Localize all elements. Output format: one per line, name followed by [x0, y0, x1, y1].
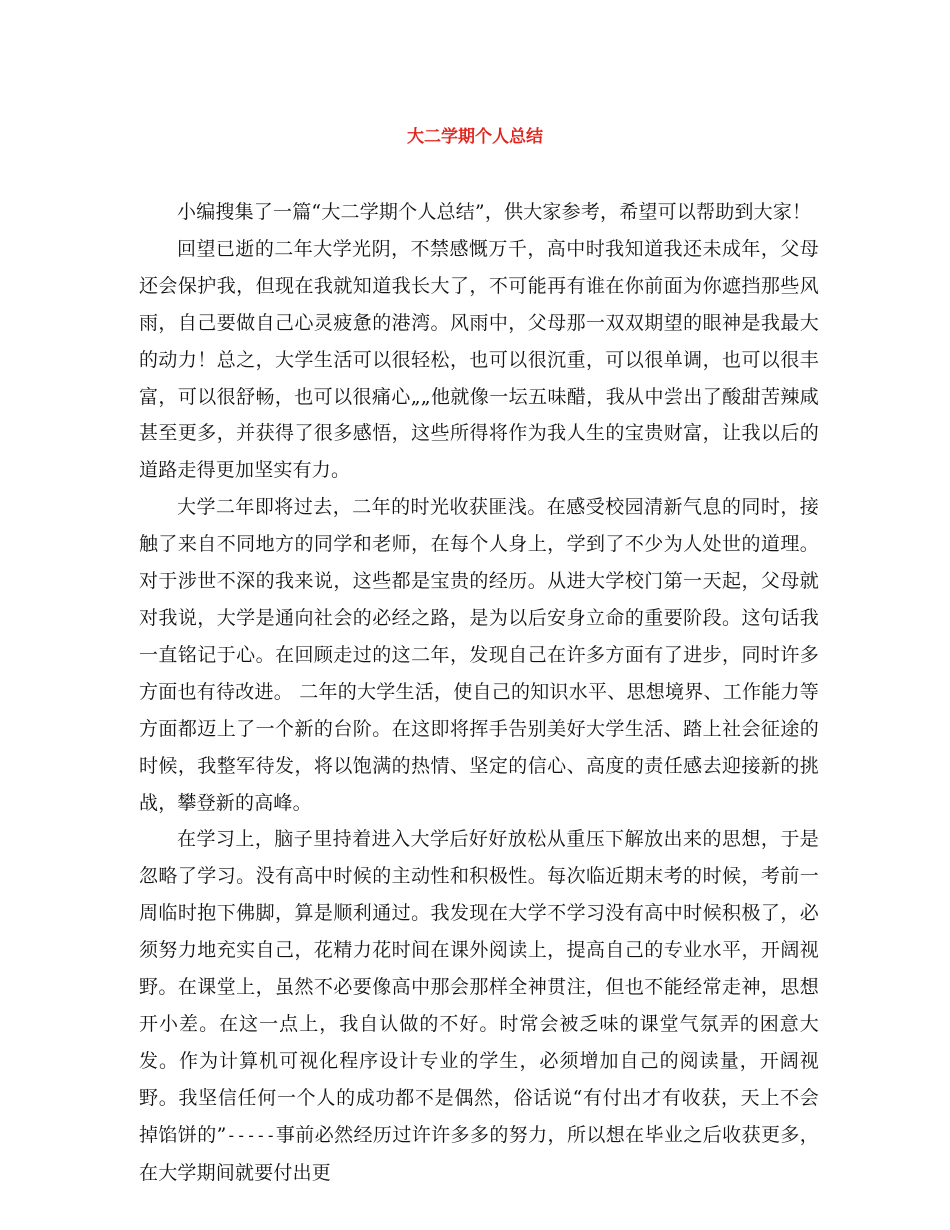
paragraph-study-dashes: -----	[226, 1125, 276, 1145]
paragraph-study-text-after: 事前必然经历过许许多多的努力，所以想在毕业之后收获更多，在大学期间就要付出更	[139, 1123, 819, 1184]
paragraph-intro: 小编搜集了一篇“大二学期个人总结”，供大家参考，希望可以帮助到大家！	[177, 201, 812, 223]
paragraph-study-text-before: 在学习上，脑子里持着进入大学后好好放松从重压下解放出来的思想，于是忽略了学习。没有高中时候的主动性和积极性。每次临近期末考的时候，考前一周临时抱下佛脚，算是顺利通过。我发现在大学不学习没有高中时候积极了，必须努力地充实自己，花精力花时间在课外阅读上，提高自己的专业水平，开阔视野。在课堂上，虽然不必要像高中那会那样全神贯注，但也不能经常走神，思想开小差。在这一点上，我自认做的不好。时常会被乏味的课堂气氛弄的困意大发。作为计算机可视化程序设计专业的学生，必须增加自己的阅读量，开阔视野。我坚信任何一个人的成功都不是偶然，俗话说“有付出才有收获，天上不会掉馅饼的”	[139, 828, 819, 1146]
document-title: 大二学期个人总结	[407, 127, 543, 147]
paragraph-study	[139, 821, 819, 1191]
paragraph-two-years: 大学二年即将过去，二年的时光收获匪浅。在感受校园清新气息的同时，接触了来自不同地方的同学和老师，在每个人身上，学到了不少为人处世的道理。对于涉世不深的我来说，这些都是宝贵的经历。从进大学校门第一天起，父母就对我说，大学是通向社会的必经之路，是为以后安身立命的重要阶段。这句话我一直铭记于心。在回顾走过的这二年，发现自己在许多方面有了进步，同时许多方面也有待改进。 二年的大学生活，使自己的知识水平、思想境界、工作能力等方面都迈上了一个新的台阶。在这即将挥手告别美好大学生活、踏上社会征途的时候，我整军待发，将以饱满的热情、坚定的信心、高度的责任感去迎接新的挑战，攀登新的高峰。	[139, 496, 819, 814]
document-body	[139, 194, 819, 1191]
paragraph-reflection: 回望已逝的二年大学光阴，不禁感慨万千，高中时我知道我还未成年，父母还会保护我，但现在我就知道我长大了，不可能再有谁在你前面为你遮挡那些风雨，自己要做自己心灵疲惫的港湾。风雨中，父母那一双双期望的眼神是我最大的动力！总之，大学生活可以很轻松，也可以很沉重，可以很单调，也可以很丰富，可以很舒畅，也可以很痛心„„他就像一坛五味醋，我从中尝出了酸甜苦辣咸甚至更多，并获得了很多感悟，这些所得将作为我人生的宝贵财富，让我以后的道路走得更加坚实有力。	[139, 237, 819, 482]
